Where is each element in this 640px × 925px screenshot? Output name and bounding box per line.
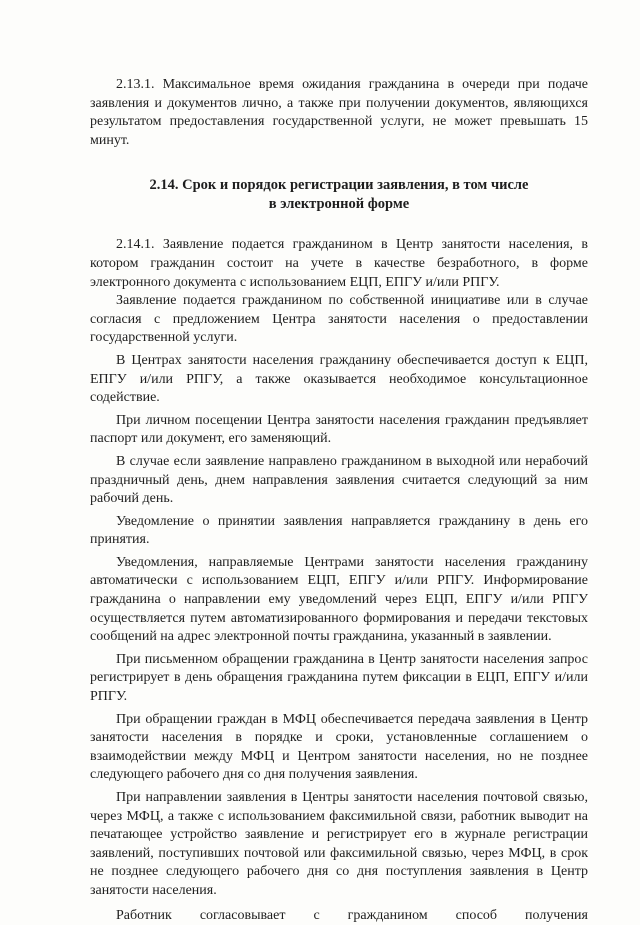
paragraph-2-13-1: 2.13.1. Максимальное время ожидания гражданина в очереди при подаче заявления и документов лично, а также при получении документов, являющихся результатом предоставления государственной услуги, не может превышать 15 минут. bbox=[90, 77, 588, 148]
word: гражданином bbox=[347, 907, 428, 923]
paragraph: При обращении граждан в МФЦ обеспечивается передача заявления в Центр занятости населения в порядке и сроки, установленные соглашением о взаимодействии между МФЦ и Центром занятости населения, но не позднее следующего рабочего дня со дня получения заявления. bbox=[90, 711, 588, 783]
word: Работник bbox=[116, 907, 172, 923]
section-heading bbox=[90, 176, 588, 214]
word: согласовывает bbox=[199, 907, 286, 923]
paragraph: При личном посещении Центра занятости населения гражданин предъявляет паспорт или документ, его заменяющий. bbox=[90, 412, 588, 447]
word: способ bbox=[455, 907, 498, 923]
paragraph: В случае если заявление направлено гражданином в выходной или нерабочий праздничный день, днем направления заявления считается следующий за ним рабочий день. bbox=[90, 453, 588, 507]
heading-line-2: в электронной форме bbox=[268, 196, 410, 213]
heading-line-1: 2.14. Срок и порядок регистрации заявления, в том числе bbox=[149, 177, 529, 194]
paragraph: Уведомление о принятии заявления направляется гражданину в день его принятия. bbox=[90, 513, 588, 548]
paragraph: Заявление подается гражданином по собственной инициативе или в случае согласия с предложением Центра занятости населения о предоставлении государственной услуги. bbox=[90, 293, 588, 346]
word: с bbox=[313, 907, 320, 923]
paragraph: В Центрах занятости населения гражданину обеспечивается доступ к ЕЦП, ЕПГУ и/или РПГУ, а также оказывается необходимое консультационное содействие. bbox=[90, 352, 588, 406]
word: получения bbox=[525, 907, 588, 923]
paragraph: При направлении заявления в Центры занятости населения почтовой связью, через МФЦ, а также с использованием факсимильной связи, работник выводит на печатающее устройство заявление и регистрирует его в журнале регистрации заявлений, поступивших почтовой или факсимильной связью, через МФЦ, в срок не позднее следующего рабочего дня со дня поступления заявления в Центр занятости населения. bbox=[90, 790, 588, 898]
paragraph: Уведомления, направляемые Центрами занятости населения гражданину автоматически с использованием ЕЦП, ЕПГУ и/или РПГУ. Информирование гражданина о направлении ему уведомлений через ЕЦП, ЕПГУ и/или РПГУ осуществляется путем автоматизированного формирования и передачи текстовых сообщений на адрес электронной почты гражданина, указанный в заявлении. bbox=[90, 554, 588, 645]
paragraph: При письменном обращении гражданина в Центр занятости населения запрос регистрирует в день обращения гражданина путем фиксации в ЕЦП, ЕПГУ и/или РПГУ. bbox=[90, 651, 588, 705]
final-line bbox=[90, 907, 588, 925]
paragraph-2-14-1: 2.14.1. Заявление подается гражданином в Центр занятости населения, в котором гражданин состоит на учете в качестве безработного, в форме электронного документа с использованием ЕЦП, ЕПГУ и/или РПГУ. bbox=[90, 237, 588, 290]
